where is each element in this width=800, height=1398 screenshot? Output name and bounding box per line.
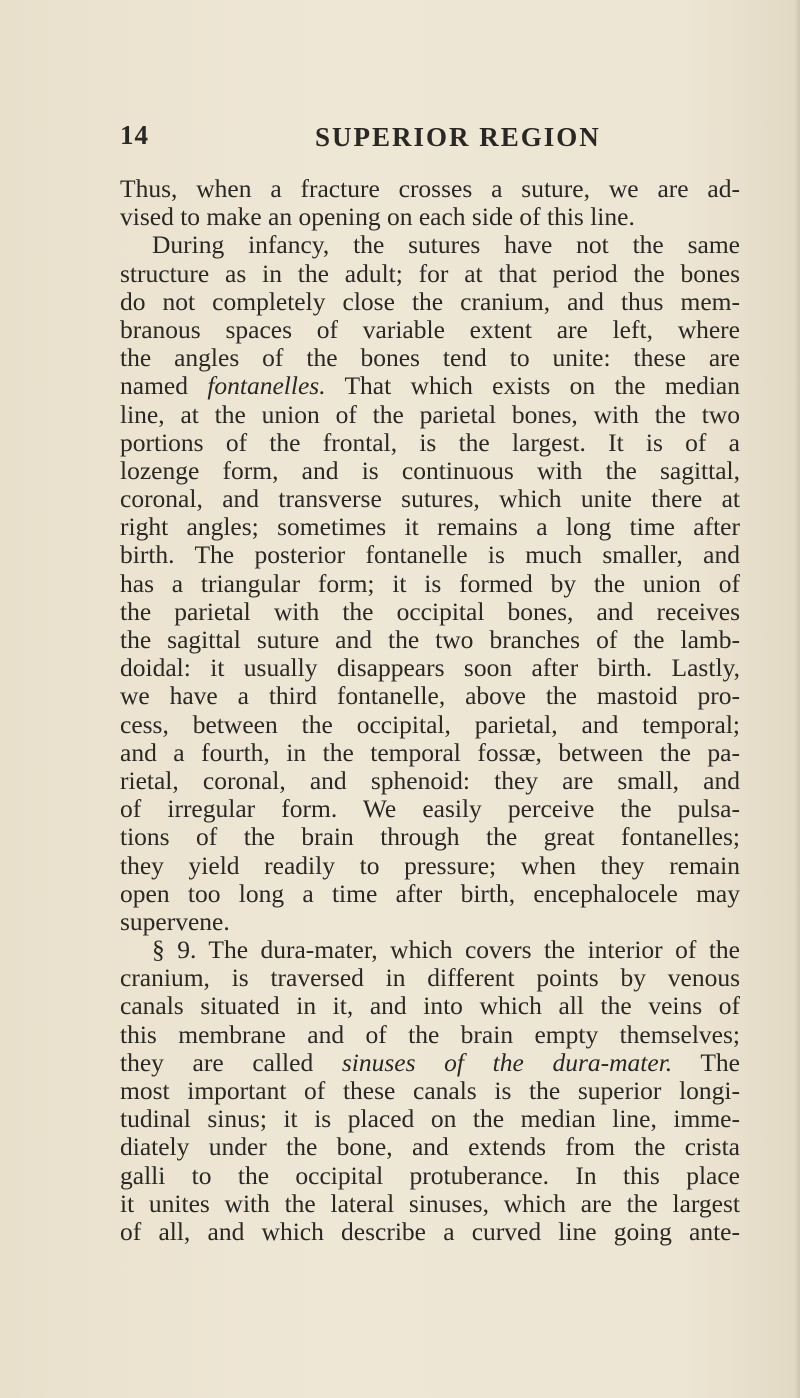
page-header [120,120,720,160]
text-line: branous spaces of variable extent are left, where [120,314,740,344]
text-line: of all, and which describe a curved line going ante- [120,1216,740,1246]
text-line: they yield readily to pressure; when they remain [120,850,740,880]
text-line: portions of the frontal, is the largest. It is of a [120,427,740,457]
text-line: During infancy, the sutures have not the same [152,230,740,260]
italic-term-sinuses: sinuses of the dura-mater. [341,1047,673,1077]
text-line: has a triangular form; it is formed by the union of [120,568,740,598]
text-line: of irregular form. We easily perceive the pulsa- [120,794,740,824]
text-line: diately under the bone, and extends from the crista [120,1132,740,1162]
text-line: right angles; sometimes it remains a long time after [120,512,740,542]
text-line: birth. The posterior fontanelle is much smaller, and [120,540,740,570]
text-line: this membrane and of the brain empty themselves; [120,1019,740,1049]
text-line: canals situated in it, and into which all the veins of [120,991,740,1021]
text-fragment: they are called [120,1047,342,1077]
text-line: galli to the occipital protuberance. In this place [120,1160,740,1190]
text-line: coronal, and transverse sutures, which unite there at [120,484,740,514]
text-line: tudinal sinus; it is placed on the median line, imme- [120,1104,740,1134]
text-line: structure as in the adult; for at that period the bones [120,258,740,288]
text-line: the parietal with the occipital bones, and receives [120,596,740,626]
text-line: cranium, is traversed in different points by venous [120,963,740,993]
text-line: supervene. [120,906,230,936]
text-line: lozenge form, and is continuous with the sagittal, [120,455,740,485]
text-line: vised to make an opening on each side of this line. [120,202,635,232]
text-line: do not completely close the cranium, and thus mem- [120,286,740,316]
running-head: SUPERIOR REGION [315,122,601,152]
text-line: most important of these canals is the superior longi- [120,1076,740,1105]
text-line: open too long a time after birth, encephalocele may [120,878,740,908]
text-fragment: named [120,371,208,401]
text-line: rietal, coronal, and sphenoid: they are small, and [120,765,740,795]
text-line: and a fourth, in the temporal fossæ, between the pa- [120,737,740,767]
italic-term-fontanelles: fontanelles. [207,371,326,401]
text-fragment: The [672,1047,741,1077]
page-edge-shadow [794,0,800,1398]
text-line: the angles of the bones tend to unite: these are [120,343,740,373]
body-text [120,175,740,1246]
text-line: Thus, when a fracture crosses a suture, we are ad- [120,174,740,203]
text-line: tions of the brain through the great fontanelles; [120,822,740,852]
text-line: it unites with the lateral sinuses, which are the largest [120,1188,740,1218]
text-line [120,372,740,400]
text-line: we have a third fontanelle, above the mastoid pro- [120,681,740,711]
text-line [120,1049,740,1077]
page-number: 14 [120,120,149,150]
text-line: line, at the union of the parietal bones, with the two [120,399,740,429]
text-line: § 9. The dura-mater, which covers the interior of the [152,935,740,965]
text-line: doidal: it usually disappears soon after birth. Lastly, [120,653,740,683]
text-fragment: That which exists on the median [325,371,740,401]
text-line: the sagittal suture and the two branches of the lamb- [120,625,740,654]
text-line: cess, between the occipital, parietal, and temporal; [120,709,740,739]
